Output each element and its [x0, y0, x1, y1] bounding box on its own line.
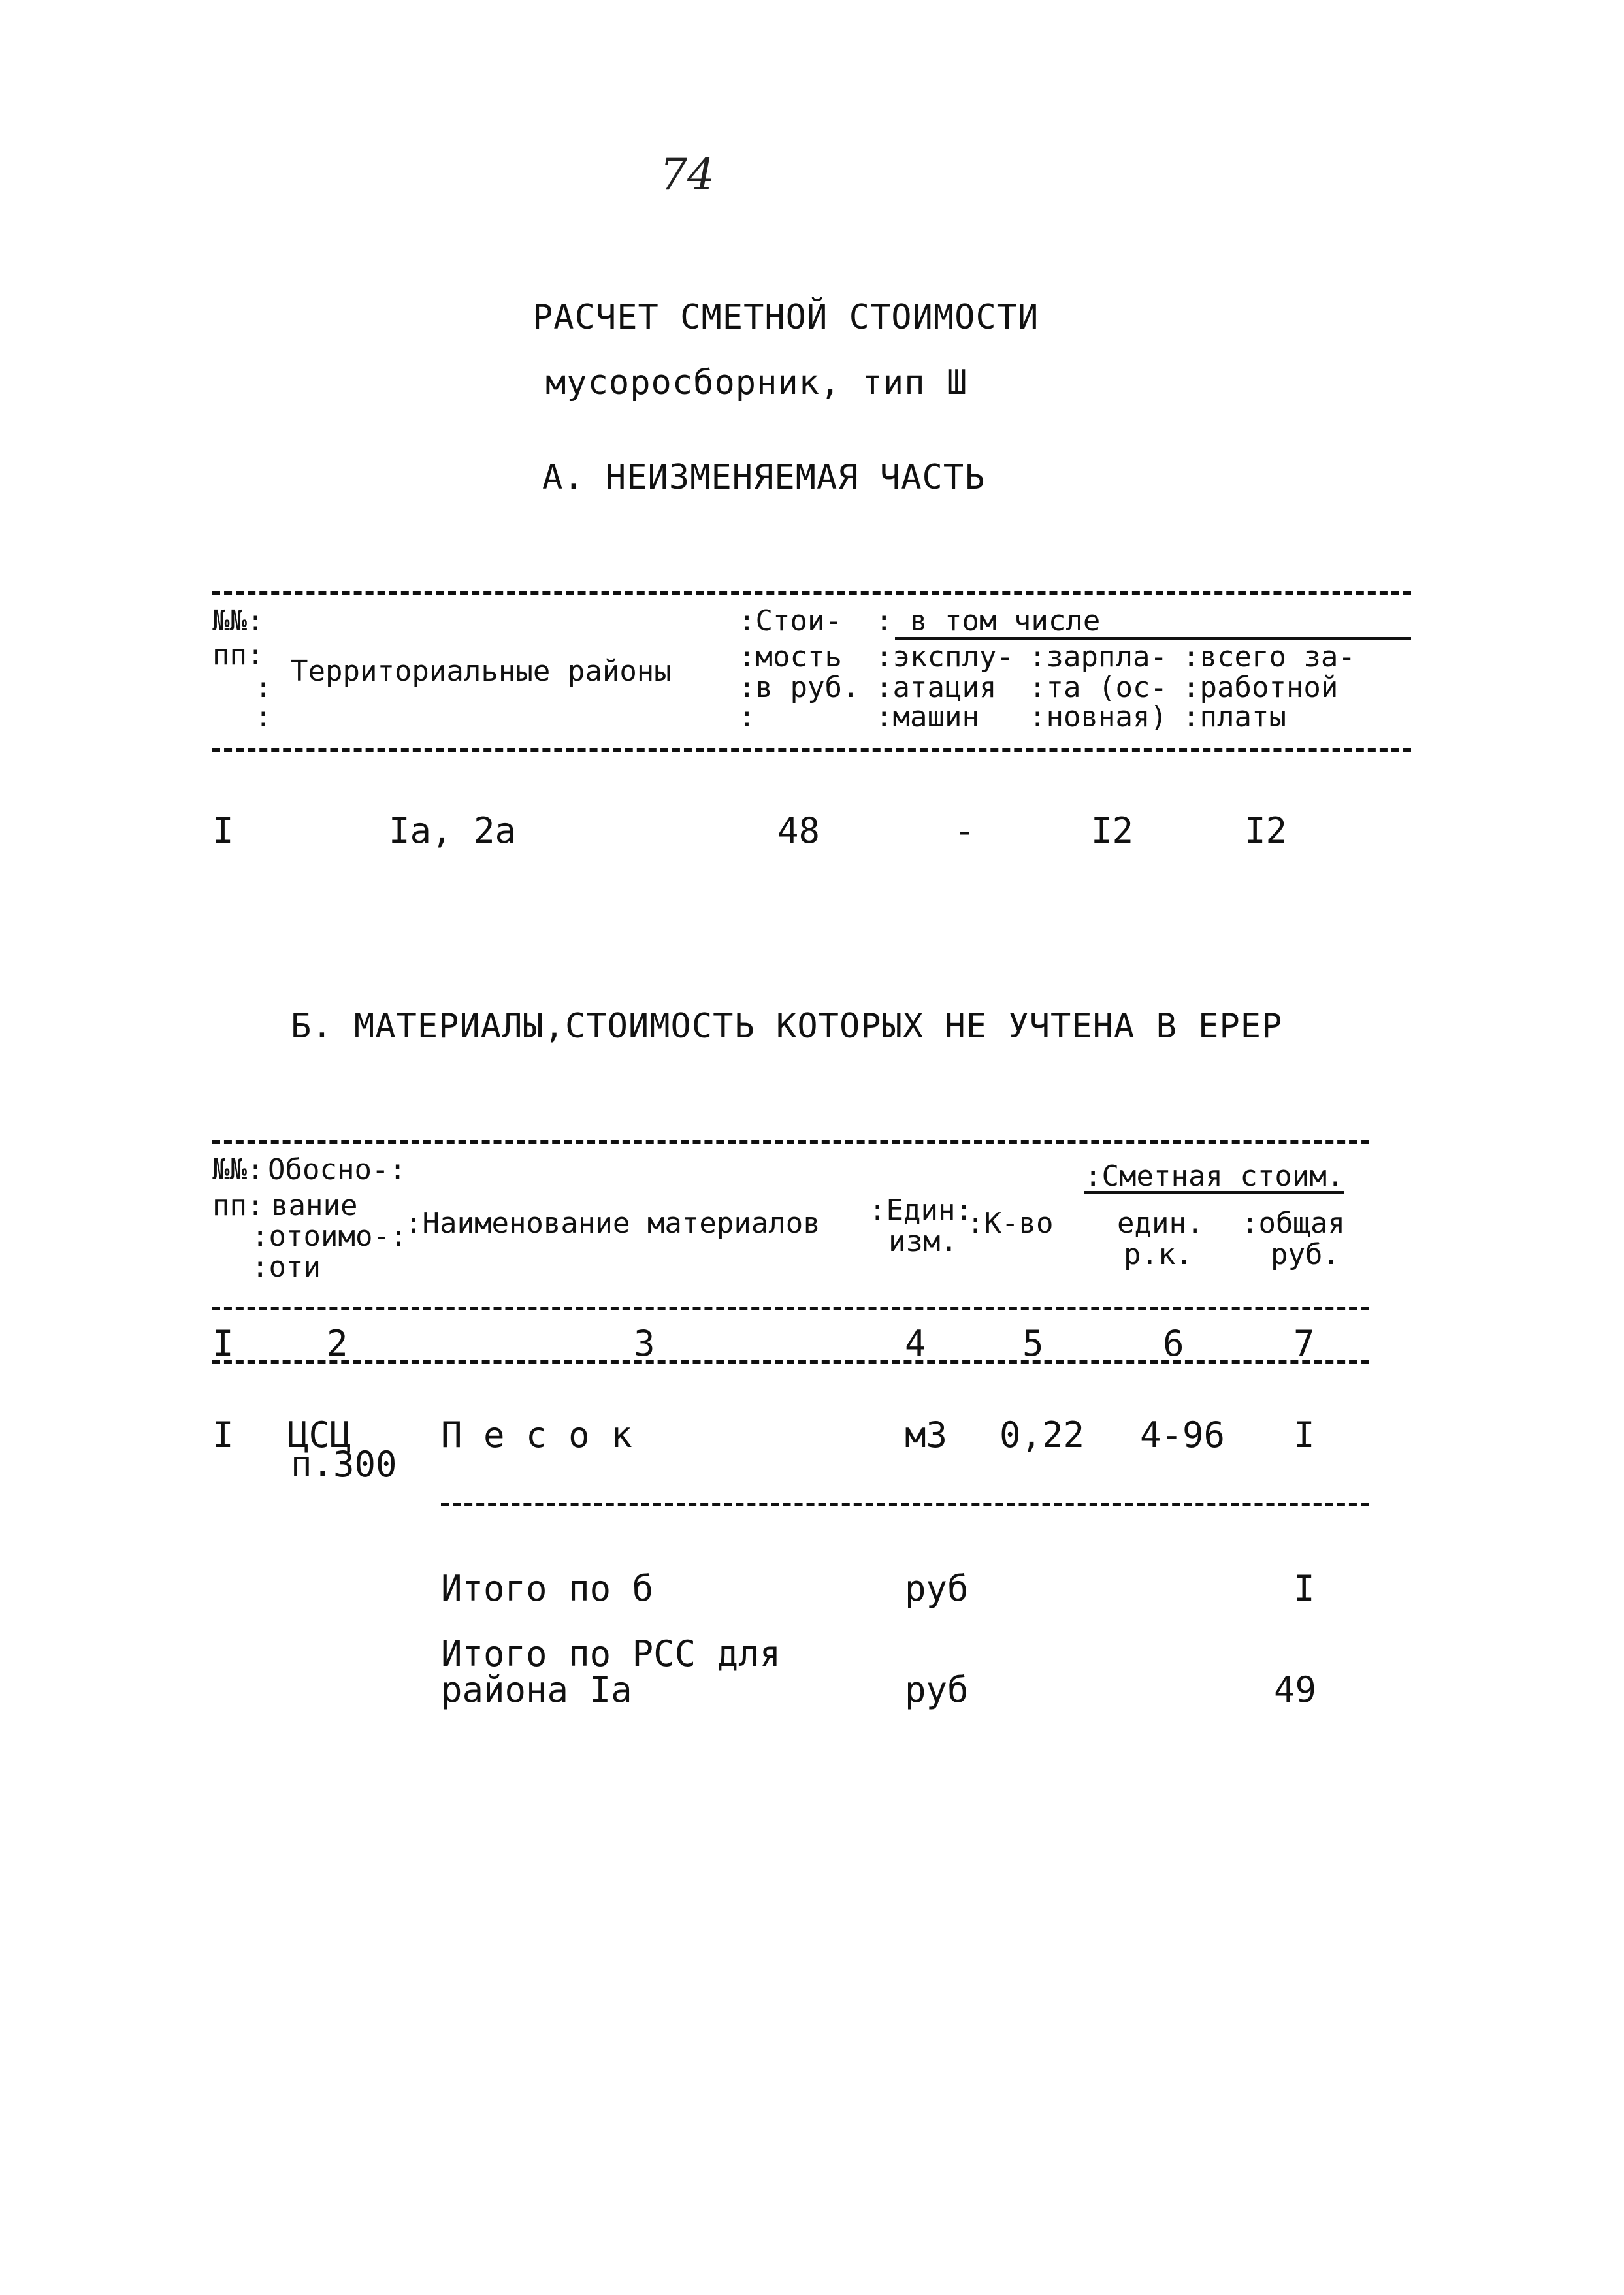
- b-col1-head: №№:: [212, 1153, 265, 1186]
- total-rss-label-line2: района Iа: [441, 1669, 632, 1710]
- total-b-value: I: [1293, 1568, 1315, 1609]
- col-number-4: 4: [905, 1323, 926, 1364]
- b-col3-head: :Наименование материалов: [405, 1207, 820, 1240]
- b-estimated-cost-head: :Сметная стоим.: [1084, 1160, 1344, 1193]
- section-a-title: А. НЕИЗМЕНЯЕМАЯ ЧАСТЬ: [542, 458, 986, 497]
- a-row-cost: 48: [777, 810, 820, 851]
- col-number-1: I: [212, 1323, 234, 1364]
- total-rss-value: 49: [1274, 1669, 1317, 1710]
- b-col5-head: :К-во: [967, 1207, 1054, 1240]
- page-number: 74: [660, 150, 715, 200]
- b-col7-head: :общая: [1241, 1207, 1345, 1240]
- b-row-unit: м3: [905, 1414, 948, 1456]
- col-number-6: 6: [1163, 1323, 1184, 1364]
- b-row-number: I: [212, 1414, 234, 1456]
- b-row-basis-ref: п.300: [291, 1444, 397, 1485]
- a-row-number: I: [212, 810, 234, 851]
- table-b-top-rule: [212, 1140, 1369, 1144]
- a-row-regions: Iа, 2а: [389, 810, 517, 851]
- a-col4-head: :эксплу-: [875, 640, 1014, 674]
- total-rss-label-line1: Итого по РСС для: [441, 1633, 781, 1674]
- a-including-underline: [895, 637, 1411, 640]
- col-number-7: 7: [1293, 1323, 1315, 1364]
- a-row-total-wages: I2: [1244, 810, 1288, 851]
- a-col3-head: :Стои-: [738, 604, 842, 638]
- table-b-header-rule: [212, 1307, 1369, 1310]
- col-number-2: 2: [327, 1323, 348, 1364]
- b-row-qty: 0,22: [999, 1414, 1085, 1456]
- a-col2-head: Территориальные районы: [291, 655, 672, 688]
- table-b-sum-rule: [441, 1503, 1369, 1506]
- b-col4-head: :Един:: [869, 1194, 973, 1227]
- a-including-head: : в том числе: [875, 604, 1101, 638]
- table-a-top-rule: [212, 591, 1411, 595]
- section-b-title: Б. МАТЕРИАЛЫ,СТОИМОСТЬ КОТОРЫХ НЕ УЧТЕНА В ЕРЕР: [291, 1007, 1283, 1046]
- table-a-header-rule: [212, 748, 1411, 752]
- a-col6-head: :всего за-: [1182, 640, 1356, 674]
- total-rss-unit: руб: [905, 1669, 969, 1710]
- a-row-wages: I2: [1091, 810, 1134, 851]
- col-number-3: 3: [634, 1323, 655, 1364]
- document-subtitle: мусоросборник, тип Ш: [545, 363, 968, 402]
- b-row-material: П е с о к: [441, 1414, 632, 1456]
- b-row-total: I: [1293, 1414, 1315, 1456]
- col-numbers-rule: [212, 1360, 1369, 1364]
- b-row-unit-price: 4-96: [1140, 1414, 1226, 1456]
- b-col2-head: Обосно-:: [268, 1153, 406, 1186]
- b-col6-head: един.: [1117, 1207, 1204, 1240]
- a-row-machines: -: [954, 810, 975, 851]
- a-col1-head: №№:: [212, 604, 265, 638]
- b-row-basis: ЦСЦ: [287, 1414, 351, 1456]
- total-b-unit: руб: [905, 1568, 969, 1609]
- document-title: РАСЧЕТ СМЕТНОЙ СТОИМОСТИ: [532, 298, 1039, 337]
- col-number-5: 5: [1022, 1323, 1044, 1364]
- total-b-label: Итого по б: [441, 1568, 654, 1609]
- a-col5-head: :зарпла-: [1029, 640, 1167, 674]
